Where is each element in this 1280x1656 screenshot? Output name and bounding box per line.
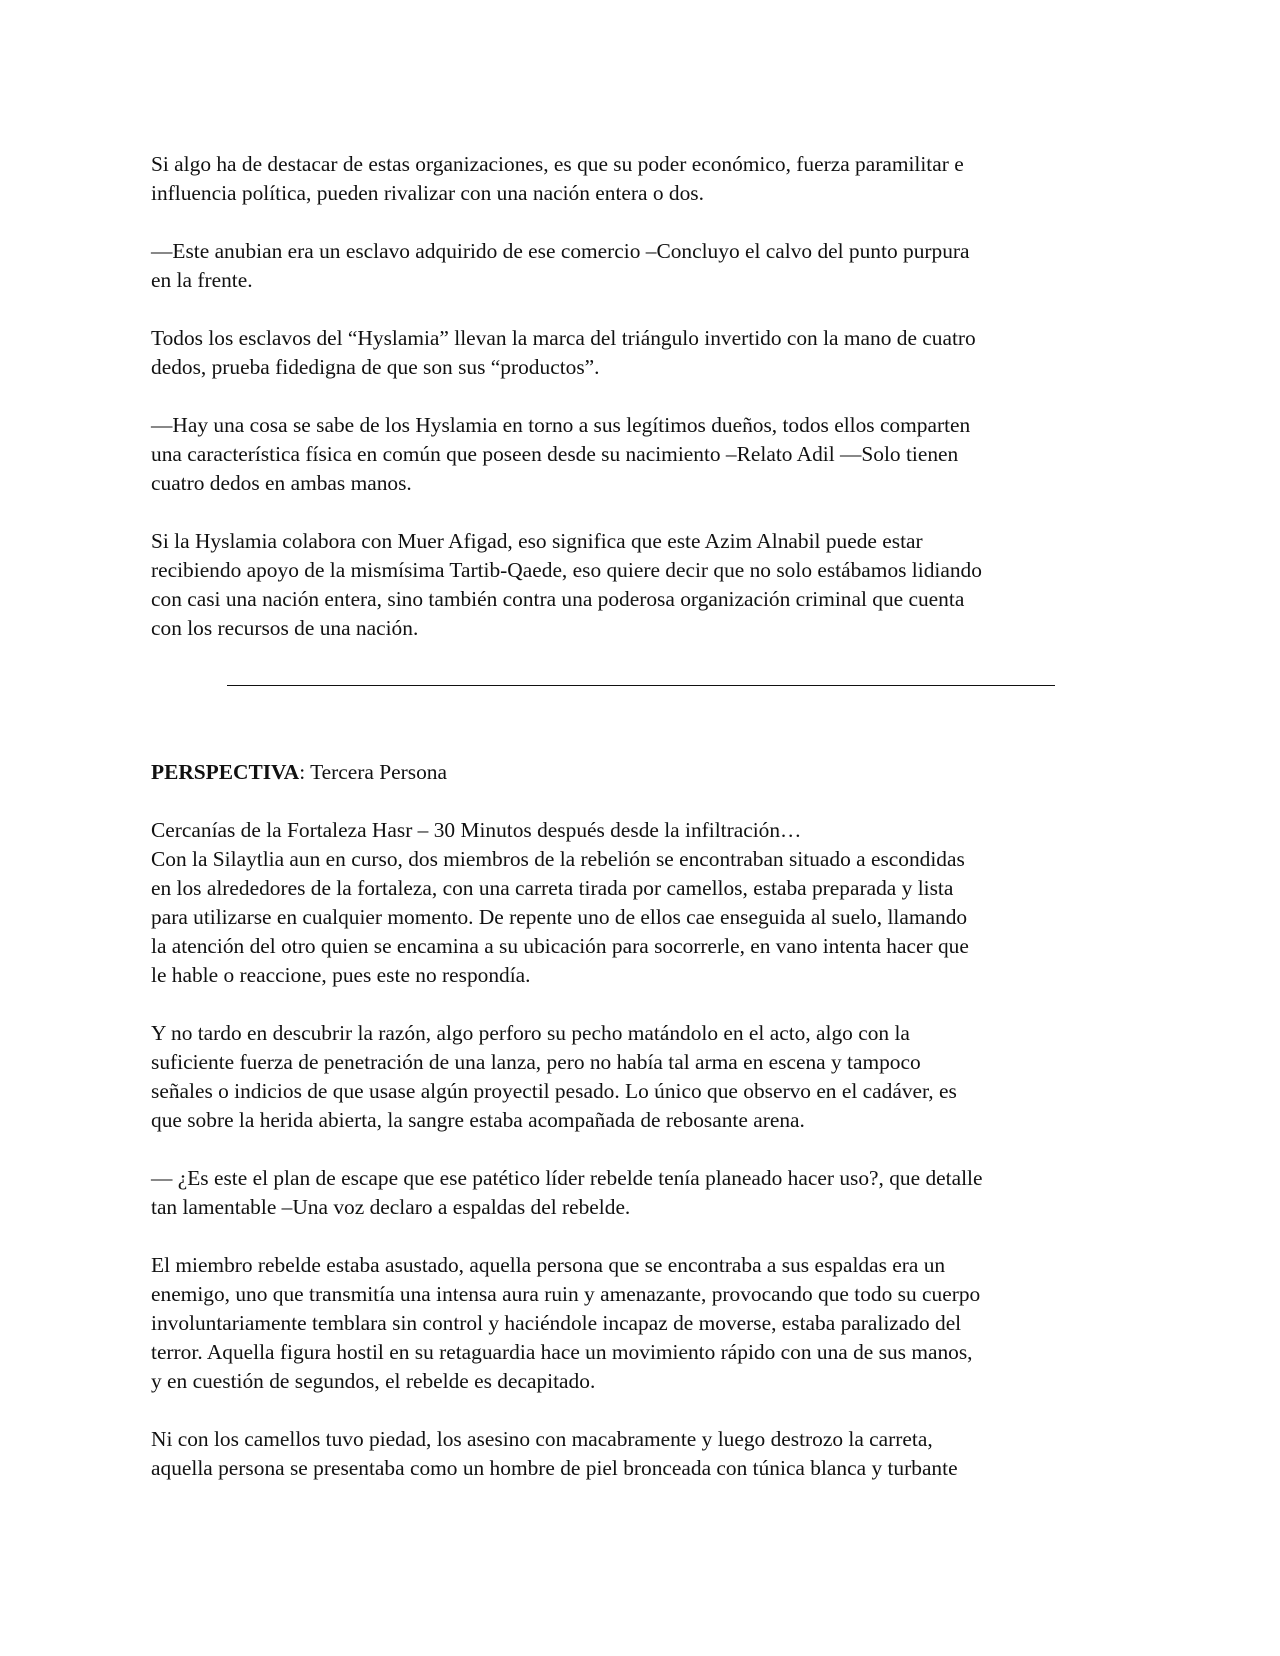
document-page xyxy=(151,150,1141,1483)
paragraph: Si algo ha de destacar de estas organizaciones, es que su poder económico, fuerza paramilitar e influencia política, pueden rivalizar con una nación entera o dos. xyxy=(151,152,964,205)
scene-heading: Cercanías de la Fortaleza Hasr – 30 Minutos después desde la infiltración… xyxy=(151,818,802,842)
paragraph: Y no tardo en descubrir la razón, algo perforo su pecho matándolo en el acto, algo con la suficiente fuerza de penetración de una lanza, pero no había tal arma en escena y tampoco señales o indicios de que usase algún proyectil pesado. Lo único que observo en el cadáver, es que sobre la herida abierta, la sangre estaba acompañada de rebosante arena. xyxy=(151,1021,957,1132)
section-divider xyxy=(227,685,1055,686)
perspective-value: : Tercera Persona xyxy=(299,760,447,784)
paragraph: Si la Hyslamia colabora con Muer Afigad, eso significa que este Azim Alnabil puede estar recibiendo apoyo de la mismísima Tartib-Qaede, eso quiere decir que no solo estábamos lidiando con casi una nación entera, sino también contra una poderosa organización criminal que cuenta con los recursos de una nación. xyxy=(151,529,982,640)
perspective-label: PERSPECTIVA xyxy=(151,760,300,784)
paragraph: Con la Silaytlia aun en curso, dos miembros de la rebelión se encontraban situado a escondidas en los alrededores de la fortaleza, con una carreta tirada por camellos, estaba preparada y lista para utilizarse en cualquier momento. De repente uno de ellos cae enseguida al suelo, llamando la atención del otro quien se encamina a su ubicación para socorrerle, en vano intenta hacer que le hable o reaccione, pues este no respondía. xyxy=(151,847,969,987)
paragraph: —Hay una cosa se sabe de los Hyslamia en torno a sus legítimos dueños, todos ellos comparten una característica física en común que poseen desde su nacimiento –Relato Adil —Solo tienen cuatro dedos en ambas manos. xyxy=(151,413,971,495)
paragraph: Ni con los camellos tuvo piedad, los asesino con macabramente y luego destrozo la carreta, aquella persona se presentaba como un hombre de piel bronceada con túnica blanca y turbante xyxy=(151,1427,958,1480)
paragraph: — ¿Es este el plan de escape que ese patético líder rebelde tenía planeado hacer uso?, que detalle tan lamentable –Una voz declaro a espaldas del rebelde. xyxy=(151,1166,983,1219)
paragraph: El miembro rebelde estaba asustado, aquella persona que se encontraba a sus espaldas era un enemigo, uno que transmitía una intensa aura ruin y amenazante, provocando que todo su cuerpo involuntariamente temblara sin control y haciéndole incapaz de moverse, estaba paralizado del terror. Aquella figura hostil en su retaguardia hace un movimiento rápido con una de sus manos, y en cuestión de segundos, el rebelde es decapitado. xyxy=(151,1253,981,1393)
paragraph: Todos los esclavos del “Hyslamia” llevan la marca del triángulo invertido con la mano de cuatro dedos, prueba fidedigna de que son sus “productos”. xyxy=(151,326,976,379)
perspective-line xyxy=(151,758,1141,787)
paragraph: —Este anubian era un esclavo adquirido de ese comercio –Concluyo el calvo del punto purpura en la frente. xyxy=(151,239,970,292)
